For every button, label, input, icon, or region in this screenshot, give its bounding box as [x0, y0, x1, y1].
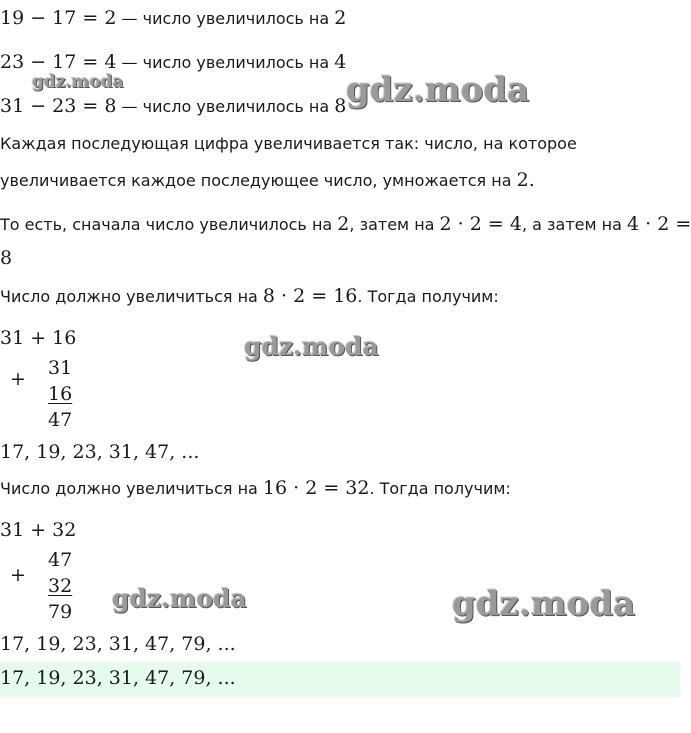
text: Число должно увеличиться на — [0, 287, 263, 306]
result: 79 — [48, 601, 73, 623]
math: 4 · 2 = — [626, 213, 691, 235]
addend-b: 16 — [48, 383, 73, 405]
text: , а затем на — [521, 215, 627, 234]
math: 31 − 23 = 8 — [0, 95, 117, 117]
plus-sign: + — [10, 564, 26, 586]
text: . Тогда получим: — [369, 479, 511, 498]
addend-a: 47 — [48, 549, 73, 571]
plus-sign: + — [10, 368, 26, 390]
text: — число увеличилось на — [116, 97, 335, 116]
watermark: gdz.moda — [32, 72, 124, 92]
text: — число увеличилось на — [116, 53, 335, 72]
text: увеличивается каждое последующее число, умножается на — [0, 171, 517, 190]
watermark: gdz.moda — [346, 70, 530, 110]
math: 2 — [337, 213, 350, 235]
sum-1: 31 + 16 — [0, 327, 77, 349]
paragraph-6 — [0, 476, 511, 501]
sum-2: 31 + 32 — [0, 519, 77, 541]
math: 19 − 17 = 2 — [0, 7, 117, 29]
text: — число увеличилось на — [116, 9, 335, 28]
paragraph-1: Каждая последующая цифра увеличивается так: число, на которое — [0, 134, 577, 153]
paragraph-2 — [0, 168, 535, 193]
watermark: gdz.moda — [112, 584, 247, 613]
paragraph-3 — [0, 212, 691, 237]
text: , затем на — [349, 215, 440, 234]
text: То есть, сначала число увеличилось на — [0, 215, 338, 234]
math: 16 · 2 = 32 — [262, 477, 370, 499]
math: 8 — [334, 95, 347, 117]
paragraph-4: 8 — [0, 247, 13, 269]
math: 4 — [334, 51, 347, 73]
math: 23 − 17 = 4 — [0, 51, 117, 73]
line-3 — [0, 94, 346, 119]
answer-highlight — [0, 661, 680, 697]
sequence-2: 17, 19, 23, 31, 47, 79, ... — [0, 633, 236, 655]
paragraph-5 — [0, 284, 499, 309]
answer-text: 17, 19, 23, 31, 47, 79, ... — [0, 667, 236, 689]
line-1 — [0, 6, 346, 31]
addend-b: 32 — [48, 575, 73, 597]
watermark: gdz.moda — [452, 584, 636, 624]
text: Число должно увеличиться на — [0, 479, 263, 498]
text: . Тогда получим: — [357, 287, 499, 306]
math: 2 — [334, 7, 347, 29]
result: 47 — [48, 409, 73, 431]
math: 8 · 2 = 16 — [262, 285, 358, 307]
math: 2. — [516, 169, 535, 191]
math: 2 · 2 = 4 — [439, 213, 522, 235]
watermark: gdz.moda — [244, 332, 379, 361]
addend-a: 31 — [48, 357, 73, 379]
sequence-1: 17, 19, 23, 31, 47, ... — [0, 441, 200, 463]
